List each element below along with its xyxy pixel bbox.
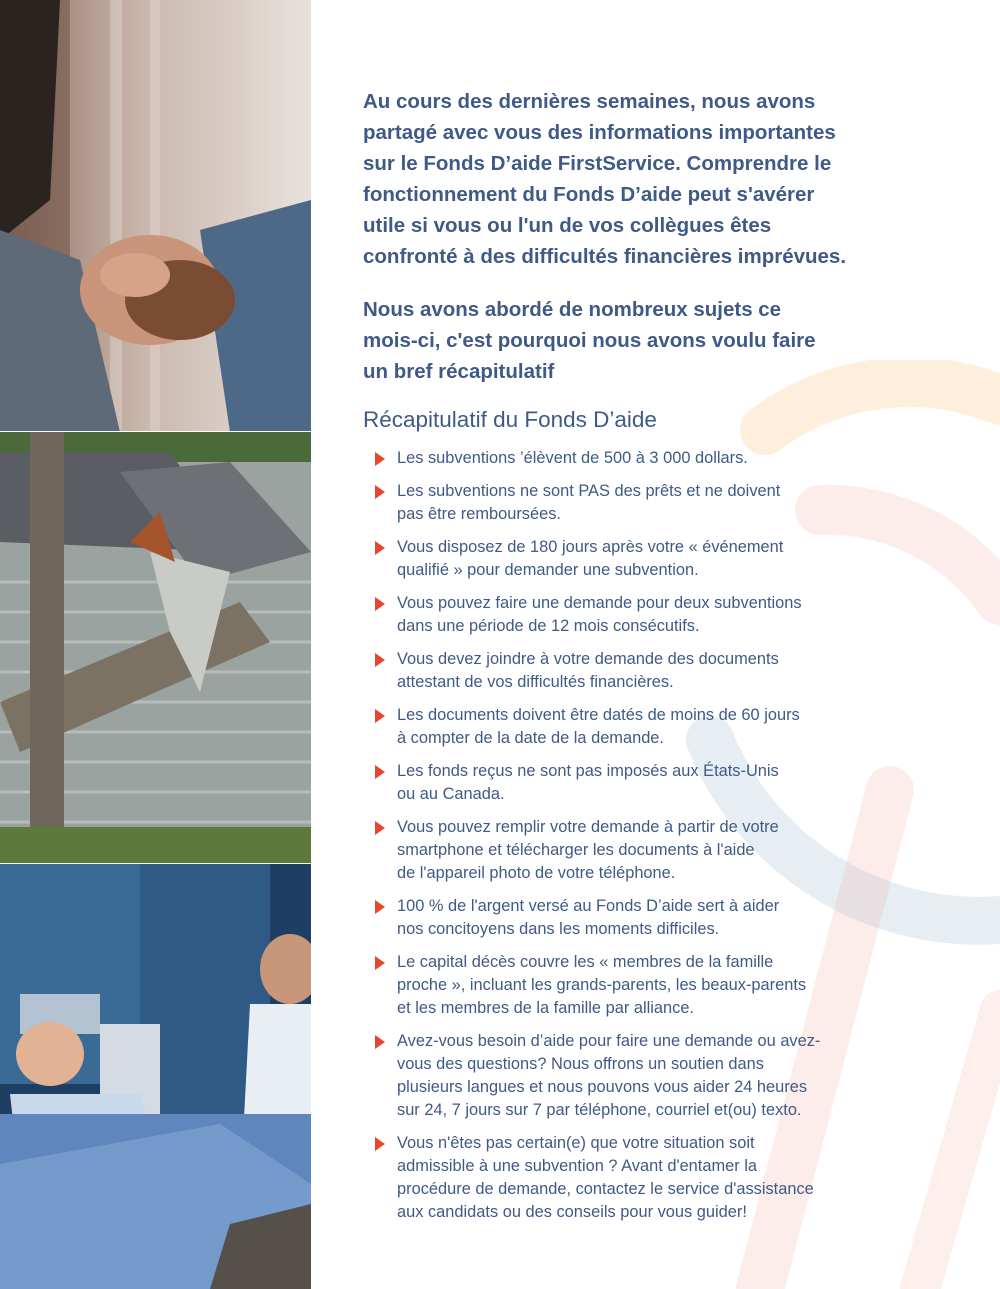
hospital-photo [0,864,311,1289]
arrow-right-icon [375,485,385,499]
list-item-text: Vous disposez de 180 jours après votre « événement qualifié » pour demander une subvention. [397,538,784,579]
list-item-text: Les subventions ’élèvent de 500 à 3 000 dollars. [397,449,748,467]
hospital-patient-icon [0,864,311,1289]
list-item-text: Les subventions ne sont PAS des prêts et ne doivent pas être remboursées. [397,482,781,523]
list-item-text: Vous devez joindre à votre demande des documents attestant de vos difficultés financières. [397,650,779,691]
recap-title: Récapitulatif du Fonds D’aide [363,407,657,432]
main-content [363,86,963,1234]
list-item-text: Vous pouvez remplir votre demande à partir de votre smartphone et télécharger les documents à l'aide de l'appareil photo de votre téléphone. [397,818,779,882]
list-item [363,592,892,638]
intro-paragraph: Au cours des dernières semaines, nous avons partagé avec vous des informations importantes sur le Fonds D’aide FirstService. Comprendre le fonctionnement du Fonds D’aide peut s'avérer utile si vous ou l'un de vos collègues êtes confronté à des difficultés financières imprévues. [363,90,847,268]
list-item-text: Le capital décès couvre les « membres de la famille proche », incluant les grands-parents, les beaux-parents et les membres de la famille par alliance. [397,953,807,1017]
intro-paragraph-recap: Nous avons abordé de nombreux sujets ce mois-ci, c'est pourquoi nous avons voulu faire un bref récapitulatif [363,298,816,383]
list-item [363,447,892,470]
list-item [363,536,892,582]
arrow-right-icon [375,956,385,970]
hands-holding-icon [0,0,311,432]
arrow-right-icon [375,653,385,667]
fallen-tree-photo [0,432,311,864]
list-item [363,816,892,885]
list-item-text: Avez-vous besoin d’aide pour faire une demande ou avez- vous des questions? Nous offrons un soutien dans plusieurs langues et nous pouvons vous aider 24 heures sur 24, 7 jours sur 7 par téléphone, courriel et(ou) texto. [397,1032,821,1119]
arrow-right-icon [375,1137,385,1151]
arrow-right-icon [375,541,385,555]
list-item [363,1132,892,1224]
arrow-right-icon [375,900,385,914]
list-item-text: Les fonds reçus ne sont pas imposés aux États-Unis ou au Canada. [397,762,779,803]
arrow-right-icon [375,765,385,779]
list-item-text: Vous n'êtes pas certain(e) que votre situation soit admissible à une subvention ? Avant d'entamer la procédure de demande, contactez le service d'assistance aux candidats ou des conseils pour vous guider! [397,1134,814,1221]
photo-column [0,0,311,1289]
list-item [363,1030,892,1122]
arrow-right-icon [375,452,385,466]
list-item-text: Les documents doivent être datés de moins de 60 jours à compter de la date de la demande. [397,706,800,747]
recap-list [363,447,963,1224]
list-item-text: 100 % de l'argent versé au Fonds D’aide sert à aider nos concitoyens dans les moments difficiles. [397,897,780,938]
arrow-right-icon [375,597,385,611]
list-item-text: Vous pouvez faire une demande pour deux subventions dans une période de 12 mois consécutifs. [397,594,802,635]
list-item [363,951,892,1020]
hands-holding-photo [0,0,311,432]
fallen-tree-house-icon [0,432,311,864]
list-item [363,648,892,694]
arrow-right-icon [375,821,385,835]
arrow-right-icon [375,709,385,723]
arrow-right-icon [375,1035,385,1049]
list-item [363,480,892,526]
list-item [363,760,892,806]
list-item [363,704,892,750]
list-item [363,895,892,941]
